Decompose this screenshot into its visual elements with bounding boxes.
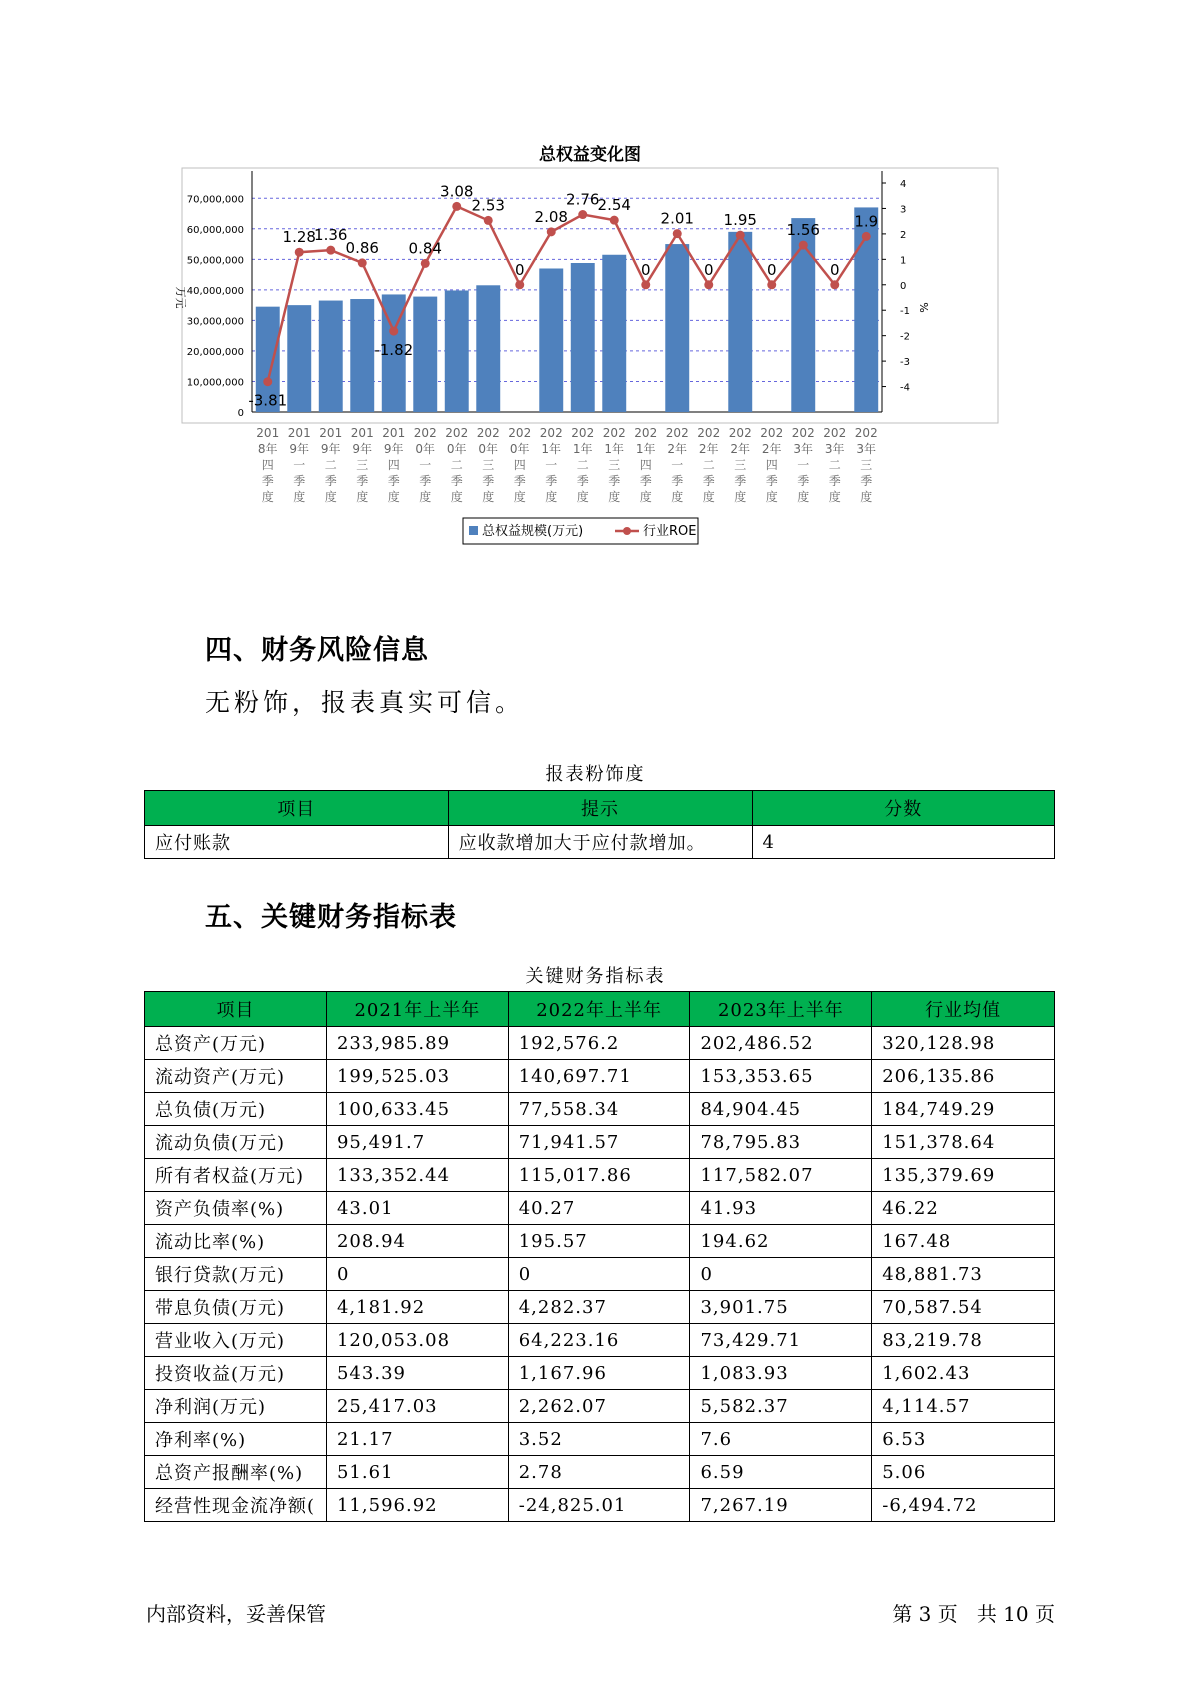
right-tick-label: 4 (900, 179, 907, 190)
key-header-2022: 2022年上半年 (508, 992, 690, 1027)
x-tick-label: 三 (482, 458, 495, 472)
key-table-row (145, 1324, 1055, 1357)
key-table-row (145, 1225, 1055, 1258)
right-axis-title: % (917, 302, 930, 313)
roe-data-label: 3.08 (440, 182, 474, 201)
table-cell: 资产负债率(%) (145, 1192, 327, 1225)
x-tick-label: 201 (287, 426, 311, 440)
section-4-title: 四、财务风险信息 (205, 635, 429, 666)
equity-bar (728, 232, 752, 412)
x-tick-label: 季 (797, 474, 810, 488)
roe-point (799, 241, 808, 250)
table-cell: 543.39 (326, 1357, 508, 1390)
equity-bar (319, 301, 343, 412)
roe-point (736, 231, 745, 240)
table-cell: 应付账款 (145, 826, 449, 859)
roe-data-label: 0 (829, 260, 840, 279)
x-tick-label: 度 (261, 490, 274, 504)
table-cell: 41.93 (690, 1192, 872, 1225)
x-tick-label: 202 (854, 426, 878, 440)
x-tick-label: 0年 (446, 442, 467, 456)
x-tick-label: 季 (576, 474, 589, 488)
equity-chart (174, 140, 1000, 590)
x-tick-label: 度 (639, 490, 652, 504)
table-cell: 71,941.57 (508, 1126, 690, 1159)
x-tick-label: 202 (602, 426, 626, 440)
x-tick-label: 202 (665, 426, 689, 440)
roe-data-label: 1.9 (854, 212, 879, 231)
x-tick-label: 2年 (730, 442, 751, 456)
table-cell: 43.01 (326, 1192, 508, 1225)
table-cell: 5.06 (872, 1456, 1055, 1489)
table-cell: 78,795.83 (690, 1126, 872, 1159)
key-header-2023: 2023年上半年 (690, 992, 872, 1027)
table-cell: 2,262.07 (508, 1390, 690, 1423)
left-tick-label: 60,000,000 (186, 224, 244, 236)
table-cell: 48,881.73 (872, 1258, 1055, 1291)
x-tick-label: 季 (513, 474, 526, 488)
x-tick-label: 度 (419, 490, 432, 504)
roe-data-label: 2.08 (534, 207, 568, 226)
table-cell: 0 (690, 1258, 872, 1291)
table-cell: 4,282.37 (508, 1291, 690, 1324)
equity-bar (413, 297, 437, 412)
x-tick-label: 度 (513, 490, 526, 504)
table-cell: 投资收益(万元) (145, 1357, 327, 1390)
roe-point (862, 232, 871, 241)
x-tick-label: 201 (256, 426, 280, 440)
key-table-row (145, 1357, 1055, 1390)
roe-point (389, 327, 398, 336)
key-table-row (145, 1060, 1055, 1093)
roe-point (263, 377, 272, 386)
key-table-row (145, 1489, 1055, 1522)
x-tick-label: 3年 (793, 442, 814, 456)
x-tick-label: 2年 (761, 442, 782, 456)
equity-bar (665, 244, 689, 412)
x-tick-label: 0年 (509, 442, 530, 456)
legend-bar-swatch (469, 526, 478, 535)
x-tick-label: 202 (634, 426, 658, 440)
x-tick-label: 度 (828, 490, 841, 504)
x-tick-label: 1年 (572, 442, 593, 456)
table-cell: 199,525.03 (326, 1060, 508, 1093)
key-table-row (145, 1423, 1055, 1456)
table-cell: 营业收入(万元) (145, 1324, 327, 1357)
x-tick-label: 202 (445, 426, 469, 440)
x-tick-label: 二 (450, 458, 463, 472)
left-tick-label: 10,000,000 (186, 377, 244, 389)
x-tick-label: 9年 (320, 442, 341, 456)
x-tick-label: 三 (608, 458, 621, 472)
table-cell: 4,181.92 (326, 1291, 508, 1324)
x-tick-label: 二 (576, 458, 589, 472)
key-table-row (145, 1456, 1055, 1489)
table-cell: 51.61 (326, 1456, 508, 1489)
equity-bar (539, 268, 563, 412)
key-header-industry: 行业均值 (872, 992, 1055, 1027)
roe-point (326, 246, 335, 255)
table-cell: -24,825.01 (508, 1489, 690, 1522)
roe-data-label: 0.86 (345, 238, 379, 257)
x-tick-label: 季 (387, 474, 400, 488)
left-tick-label: 50,000,000 (186, 255, 244, 267)
table-cell: 6.53 (872, 1423, 1055, 1456)
key-table-row (145, 1027, 1055, 1060)
roe-data-label: 0 (703, 260, 714, 279)
key-table-row (145, 1126, 1055, 1159)
roe-point (421, 259, 430, 268)
x-tick-label: 度 (671, 490, 684, 504)
table-cell: 1,167.96 (508, 1357, 690, 1390)
table-cell: 流动资产(万元) (145, 1060, 327, 1093)
table-cell: 流动负债(万元) (145, 1126, 327, 1159)
equity-bar (287, 305, 311, 412)
roe-data-label: 2.53 (471, 196, 505, 215)
table-cell: 120,053.08 (326, 1324, 508, 1357)
table-cell: 206,135.86 (872, 1060, 1055, 1093)
key-metrics-table (144, 991, 1055, 1522)
table-cell: 4,114.57 (872, 1390, 1055, 1423)
roe-data-label: -1.82 (374, 341, 414, 360)
x-tick-label: 三 (356, 458, 369, 472)
x-tick-label: 季 (860, 474, 873, 488)
key-header-2021: 2021年上半年 (326, 992, 508, 1027)
x-tick-label: 1年 (604, 442, 625, 456)
key-table-row (145, 1159, 1055, 1192)
roe-data-label: 2.54 (597, 196, 631, 215)
table-cell: 73,429.71 (690, 1324, 872, 1357)
section-5-title: 五、关键财务指标表 (205, 902, 457, 933)
x-tick-label: 四 (513, 458, 526, 472)
footer-confidential: 内部资料，妥善保管 (146, 1602, 326, 1626)
left-tick-label: 70,000,000 (186, 194, 244, 206)
key-header-item: 项目 (145, 992, 327, 1027)
x-tick-label: 202 (476, 426, 500, 440)
table-cell: 6.59 (690, 1456, 872, 1489)
x-tick-label: 度 (482, 490, 495, 504)
table-cell: 净利润(万元) (145, 1390, 327, 1423)
x-tick-label: 季 (765, 474, 778, 488)
table-cell: 0 (326, 1258, 508, 1291)
key-table-header (145, 992, 1055, 1027)
table-cell: 83,219.78 (872, 1324, 1055, 1357)
key-table-row (145, 1291, 1055, 1324)
x-tick-label: 201 (319, 426, 343, 440)
x-tick-label: 1年 (541, 442, 562, 456)
roe-point (358, 258, 367, 267)
x-tick-label: 202 (823, 426, 847, 440)
table-cell: 带息负债(万元) (145, 1291, 327, 1324)
equity-bar (445, 290, 469, 412)
left-tick-label: 0 (237, 408, 244, 419)
right-tick-label: -4 (900, 382, 910, 394)
table-cell: 46.22 (872, 1192, 1055, 1225)
table-cell: 4 (752, 826, 1054, 859)
roe-point (673, 229, 682, 238)
x-tick-label: 3年 (856, 442, 877, 456)
table-cell: 233,985.89 (326, 1027, 508, 1060)
x-tick-label: 202 (539, 426, 563, 440)
risk-table-header (145, 791, 1055, 826)
x-tick-label: 季 (419, 474, 432, 488)
risk-table (144, 790, 1055, 859)
roe-point (610, 216, 619, 225)
x-tick-label: 202 (760, 426, 784, 440)
table-cell: 应收款增加大于应付款增加。 (448, 826, 752, 859)
roe-point (547, 227, 556, 236)
x-tick-label: 季 (608, 474, 621, 488)
table-cell: 7.6 (690, 1423, 872, 1456)
roe-data-label: -3.81 (248, 391, 288, 410)
x-tick-label: 0年 (478, 442, 499, 456)
table-cell: 115,017.86 (508, 1159, 690, 1192)
right-tick-label: 3 (900, 204, 907, 216)
roe-data-label: 2.01 (660, 209, 694, 228)
x-tick-label: 一 (671, 458, 684, 472)
x-tick-label: 度 (545, 490, 558, 504)
equity-bar (476, 285, 500, 412)
table-cell: 3,901.75 (690, 1291, 872, 1324)
x-tick-label: 9年 (289, 442, 310, 456)
equity-bar (571, 263, 595, 412)
x-tick-label: 度 (356, 490, 369, 504)
key-table-row (145, 1390, 1055, 1423)
x-tick-label: 二 (828, 458, 841, 472)
x-tick-label: 一 (419, 458, 432, 472)
table-cell: 77,558.34 (508, 1093, 690, 1126)
table-cell: 184,749.29 (872, 1093, 1055, 1126)
x-tick-label: 度 (387, 490, 400, 504)
x-tick-label: 8年 (257, 442, 278, 456)
x-tick-label: 季 (639, 474, 652, 488)
key-table-caption: 关键财务指标表 (525, 966, 666, 987)
table-cell: 133,352.44 (326, 1159, 508, 1192)
x-tick-label: 二 (324, 458, 337, 472)
roe-point (641, 280, 650, 289)
x-tick-label: 三 (734, 458, 747, 472)
x-tick-label: 度 (324, 490, 337, 504)
roe-data-label: 1.28 (282, 228, 316, 247)
left-tick-label: 20,000,000 (186, 346, 244, 358)
right-tick-label: 0 (900, 280, 907, 292)
risk-header-item: 项目 (145, 791, 449, 826)
x-tick-label: 二 (702, 458, 715, 472)
x-tick-label: 度 (702, 490, 715, 504)
table-cell: 21.17 (326, 1423, 508, 1456)
table-cell: 135,379.69 (872, 1159, 1055, 1192)
key-table-row (145, 1258, 1055, 1291)
right-tick-label: 1 (900, 255, 907, 267)
x-tick-label: 9年 (383, 442, 404, 456)
table-cell: 总资产(万元) (145, 1027, 327, 1060)
x-tick-label: 季 (293, 474, 306, 488)
x-tick-label: 四 (765, 458, 778, 472)
risk-table-row (145, 826, 1055, 859)
x-tick-label: 四 (261, 458, 274, 472)
table-cell: 320,128.98 (872, 1027, 1055, 1060)
table-cell: 经营性现金流净额( (145, 1489, 327, 1522)
table-cell: 70,587.54 (872, 1291, 1055, 1324)
roe-data-label: 0 (514, 260, 525, 279)
table-cell: 167.48 (872, 1225, 1055, 1258)
table-cell: 11,596.92 (326, 1489, 508, 1522)
table-cell: 84,904.45 (690, 1093, 872, 1126)
x-tick-label: 201 (350, 426, 374, 440)
left-tick-label: 30,000,000 (186, 316, 244, 328)
table-cell: 208.94 (326, 1225, 508, 1258)
x-tick-label: 一 (545, 458, 558, 472)
roe-data-label: 0 (640, 260, 651, 279)
table-cell: 2.78 (508, 1456, 690, 1489)
x-tick-label: 季 (450, 474, 463, 488)
table-cell: -6,494.72 (872, 1489, 1055, 1522)
table-cell: 140,697.71 (508, 1060, 690, 1093)
roe-data-label: 0 (766, 260, 777, 279)
x-tick-label: 3年 (824, 442, 845, 456)
table-cell: 192,576.2 (508, 1027, 690, 1060)
x-tick-label: 9年 (352, 442, 373, 456)
x-tick-label: 202 (413, 426, 437, 440)
left-tick-label: 40,000,000 (186, 285, 244, 297)
table-cell: 银行贷款(万元) (145, 1258, 327, 1291)
x-tick-label: 度 (860, 490, 873, 504)
x-tick-label: 202 (728, 426, 752, 440)
x-tick-label: 四 (639, 458, 652, 472)
x-tick-label: 度 (576, 490, 589, 504)
legend-line-label: 行业ROE (643, 524, 697, 539)
chart-title: 总权益变化图 (539, 145, 641, 165)
table-cell: 7,267.19 (690, 1489, 872, 1522)
table-cell: 总负债(万元) (145, 1093, 327, 1126)
x-tick-label: 2年 (698, 442, 719, 456)
table-cell: 202,486.52 (690, 1027, 872, 1060)
legend-line-marker (623, 527, 631, 535)
x-tick-label: 季 (261, 474, 274, 488)
key-table-row (145, 1093, 1055, 1126)
roe-point (578, 210, 587, 219)
x-tick-label: 一 (293, 458, 306, 472)
footer-page-number: 第 3 页 共 10 页 (892, 1602, 1055, 1626)
legend-bar-label: 总权益规模(万元) (482, 524, 584, 539)
roe-data-label: 1.56 (786, 221, 820, 240)
roe-point (704, 280, 713, 289)
x-tick-label: 度 (608, 490, 621, 504)
table-cell: 194.62 (690, 1225, 872, 1258)
x-tick-label: 三 (860, 458, 873, 472)
x-tick-label: 2年 (667, 442, 688, 456)
table-cell: 151,378.64 (872, 1126, 1055, 1159)
roe-point (295, 248, 304, 257)
x-tick-label: 202 (791, 426, 815, 440)
chart-canvas (174, 140, 1000, 590)
roe-point (484, 216, 493, 225)
table-cell: 117,582.07 (690, 1159, 872, 1192)
x-tick-label: 季 (482, 474, 495, 488)
x-tick-label: 度 (450, 490, 463, 504)
table-cell: 40.27 (508, 1192, 690, 1225)
table-cell: 153,353.65 (690, 1060, 872, 1093)
roe-point (452, 202, 461, 211)
table-cell: 所有者权益(万元) (145, 1159, 327, 1192)
roe-data-label: 0.84 (408, 239, 442, 258)
x-tick-label: 季 (324, 474, 337, 488)
x-tick-label: 202 (508, 426, 532, 440)
table-cell: 195.57 (508, 1225, 690, 1258)
table-cell: 3.52 (508, 1423, 690, 1456)
table-cell: 64,223.16 (508, 1324, 690, 1357)
table-cell: 100,633.45 (326, 1093, 508, 1126)
right-tick-label: 2 (900, 229, 907, 241)
x-tick-label: 四 (387, 458, 400, 472)
risk-table-caption: 报表粉饰度 (545, 764, 646, 785)
x-tick-label: 度 (293, 490, 306, 504)
x-tick-label: 202 (571, 426, 595, 440)
roe-data-label: 1.95 (723, 211, 757, 230)
x-tick-label: 0年 (415, 442, 436, 456)
roe-point (830, 280, 839, 289)
x-tick-label: 季 (671, 474, 684, 488)
right-tick-label: -2 (900, 331, 910, 343)
x-tick-label: 度 (797, 490, 810, 504)
right-tick-label: -3 (900, 357, 910, 369)
x-tick-label: 季 (702, 474, 715, 488)
table-cell: 0 (508, 1258, 690, 1291)
x-tick-label: 一 (797, 458, 810, 472)
x-tick-label: 季 (545, 474, 558, 488)
left-axis-title: 万元 (174, 286, 187, 309)
equity-bar (602, 255, 626, 412)
table-cell: 总资产报酬率(%) (145, 1456, 327, 1489)
x-tick-label: 度 (734, 490, 747, 504)
right-tick-label: -1 (900, 306, 910, 318)
x-tick-label: 季 (356, 474, 369, 488)
risk-header-score: 分数 (752, 791, 1054, 826)
roe-data-label: 2.76 (566, 190, 600, 209)
x-tick-label: 201 (382, 426, 406, 440)
x-tick-label: 季 (734, 474, 747, 488)
equity-bar (350, 299, 374, 412)
key-table-row (145, 1192, 1055, 1225)
x-tick-label: 202 (697, 426, 721, 440)
roe-point (767, 280, 776, 289)
x-tick-label: 1年 (635, 442, 656, 456)
x-tick-label: 季 (828, 474, 841, 488)
risk-header-hint: 提示 (448, 791, 752, 826)
table-cell: 25,417.03 (326, 1390, 508, 1423)
table-cell: 5,582.37 (690, 1390, 872, 1423)
section-4-text: 无粉饰，报表真实可信。 (205, 688, 525, 717)
table-cell: 流动比率(%) (145, 1225, 327, 1258)
table-cell: 95,491.7 (326, 1126, 508, 1159)
x-tick-label: 度 (765, 490, 778, 504)
table-cell: 1,602.43 (872, 1357, 1055, 1390)
table-cell: 净利率(%) (145, 1423, 327, 1456)
table-cell: 1,083.93 (690, 1357, 872, 1390)
roe-data-label: 1.36 (314, 226, 348, 245)
roe-point (515, 280, 524, 289)
